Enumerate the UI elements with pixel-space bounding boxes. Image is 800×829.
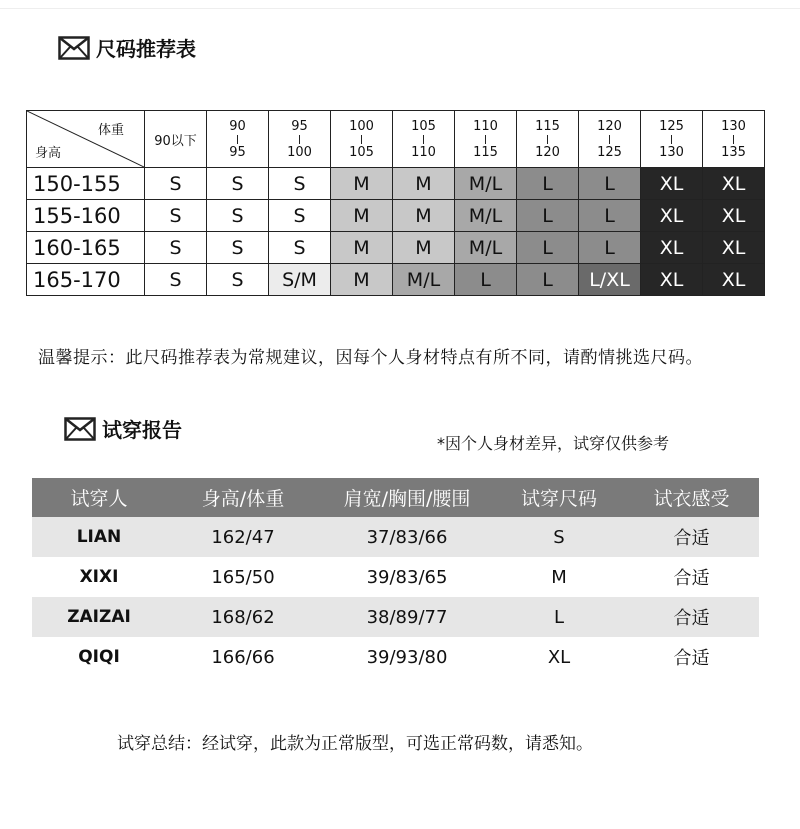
header-size: 试穿尺码 bbox=[520, 488, 597, 510]
size-cell: M bbox=[393, 232, 455, 264]
size-cell: S bbox=[145, 232, 207, 264]
weight-to: 125 bbox=[597, 144, 622, 160]
size-cell: XL bbox=[703, 264, 765, 296]
weight-to: 100 bbox=[287, 144, 312, 160]
height-weight: 166/66 bbox=[211, 646, 275, 668]
weight-from: 105 bbox=[411, 118, 436, 134]
size-cell: L bbox=[579, 232, 641, 264]
size-row bbox=[27, 168, 765, 200]
size-chart-heading bbox=[58, 33, 196, 62]
size-cell: S bbox=[207, 232, 269, 264]
size-cell: S bbox=[269, 168, 331, 200]
tried-size: S bbox=[553, 526, 565, 548]
weight-to: 105 bbox=[349, 144, 374, 160]
weight-col-9 bbox=[703, 111, 765, 168]
weight-from: 125 bbox=[659, 118, 684, 134]
size-cell: S/M bbox=[269, 264, 331, 296]
height-range-label: 165-170 bbox=[27, 264, 145, 296]
size-cell: M bbox=[393, 200, 455, 232]
size-cell: L bbox=[517, 232, 579, 264]
table-row bbox=[32, 517, 759, 557]
measurements: 37/83/66 bbox=[366, 526, 448, 548]
corner-cell bbox=[27, 111, 145, 168]
height-range-label: 155-160 bbox=[27, 200, 145, 232]
size-cell: M bbox=[331, 232, 393, 264]
height-range-label: 150-155 bbox=[27, 168, 145, 200]
weight-col-8 bbox=[641, 111, 703, 168]
fit-feel: 合适 bbox=[673, 568, 710, 589]
table-row bbox=[32, 557, 759, 597]
tester-name: ZAIZAI bbox=[67, 607, 131, 627]
weight-range-single: 90以下 bbox=[154, 133, 197, 149]
size-cell: S bbox=[269, 200, 331, 232]
fitting-table bbox=[32, 478, 759, 677]
weight-to: 110 bbox=[411, 144, 436, 160]
size-cell: XL bbox=[641, 232, 703, 264]
weight-col-2 bbox=[269, 111, 331, 168]
size-cell: M/L bbox=[393, 264, 455, 296]
weight-to: 135 bbox=[721, 144, 746, 160]
size-cell: S bbox=[269, 232, 331, 264]
weight-col-3 bbox=[331, 111, 393, 168]
header-height-weight: 身高/体重 bbox=[201, 488, 285, 510]
fitting-header-row bbox=[32, 478, 759, 517]
size-cell: M/L bbox=[455, 200, 517, 232]
size-row bbox=[27, 200, 765, 232]
size-cell: XL bbox=[703, 168, 765, 200]
weight-col-1 bbox=[207, 111, 269, 168]
weight-to: 120 bbox=[535, 144, 560, 160]
size-cell: M/L bbox=[455, 232, 517, 264]
height-weight: 165/50 bbox=[211, 566, 275, 588]
size-chart-header-row bbox=[27, 111, 765, 168]
weight-col-0 bbox=[145, 111, 207, 168]
size-cell: S bbox=[207, 264, 269, 296]
size-cell: XL bbox=[641, 200, 703, 232]
size-cell: L bbox=[517, 264, 579, 296]
tester-name: LIAN bbox=[76, 527, 122, 547]
size-cell: L bbox=[517, 168, 579, 200]
weight-to: 130 bbox=[659, 144, 684, 160]
fit-feel: 合适 bbox=[673, 648, 710, 669]
size-cell: XL bbox=[703, 200, 765, 232]
size-cell: M bbox=[331, 168, 393, 200]
header-measurements: 肩宽/胸围/腰围 bbox=[343, 488, 471, 510]
fit-feel: 合适 bbox=[673, 608, 710, 629]
weight-col-7 bbox=[579, 111, 641, 168]
header-tester: 试穿人 bbox=[70, 488, 128, 510]
size-row bbox=[27, 232, 765, 264]
weight-axis-label: 体重 bbox=[97, 123, 124, 138]
weight-to: 115 bbox=[473, 144, 498, 160]
size-cell: L bbox=[579, 168, 641, 200]
size-cell: M bbox=[393, 168, 455, 200]
weight-from: 100 bbox=[349, 118, 374, 134]
fitting-report-heading bbox=[64, 414, 182, 443]
measurements: 38/89/77 bbox=[366, 606, 448, 628]
tried-size: M bbox=[551, 566, 567, 588]
size-chart-title: 尺码推荐表 bbox=[96, 37, 196, 61]
size-cell: M bbox=[331, 264, 393, 296]
tried-size: L bbox=[553, 606, 565, 628]
table-row bbox=[32, 637, 759, 677]
size-tip-note: 温馨提示：此尺码推荐表为常规建议，因每个人身材特点有所不同，请酌情挑选尺码。 bbox=[38, 348, 703, 368]
weight-col-6 bbox=[517, 111, 579, 168]
fitting-disclaimer: *因个人身材差异，试穿仅供参考 bbox=[437, 434, 670, 453]
size-cell: S bbox=[145, 200, 207, 232]
height-weight: 162/47 bbox=[211, 526, 275, 548]
height-range-label: 160-165 bbox=[27, 232, 145, 264]
size-cell: S bbox=[145, 168, 207, 200]
fitting-summary: 试穿总结：经试穿，此款为正常版型，可选正常码数，请悉知。 bbox=[117, 734, 593, 754]
weight-col-4 bbox=[393, 111, 455, 168]
size-chart-body bbox=[27, 168, 765, 296]
size-row bbox=[27, 264, 765, 296]
weight-from: 130 bbox=[721, 118, 746, 134]
size-cell: L bbox=[455, 264, 517, 296]
size-cell: S bbox=[207, 200, 269, 232]
header-feel: 试衣感受 bbox=[653, 488, 730, 510]
height-axis-label: 身高 bbox=[35, 146, 62, 161]
weight-from: 120 bbox=[597, 118, 622, 134]
envelope-icon bbox=[58, 36, 90, 60]
weight-col-5 bbox=[455, 111, 517, 168]
size-chart-table bbox=[26, 110, 765, 296]
size-cell: M bbox=[331, 200, 393, 232]
size-cell: S bbox=[145, 264, 207, 296]
top-divider bbox=[0, 8, 800, 9]
fit-feel: 合适 bbox=[673, 528, 710, 549]
size-cell: L bbox=[517, 200, 579, 232]
height-weight: 168/62 bbox=[211, 606, 275, 628]
tester-name: QIQI bbox=[78, 647, 120, 667]
table-row bbox=[32, 597, 759, 637]
weight-from: 90 bbox=[229, 118, 246, 134]
weight-to: 95 bbox=[229, 144, 246, 160]
tried-size: XL bbox=[547, 646, 571, 668]
size-cell: XL bbox=[641, 168, 703, 200]
tester-name: XIXI bbox=[79, 567, 119, 587]
fitting-report-title: 试穿报告 bbox=[102, 418, 182, 442]
measurements: 39/83/65 bbox=[366, 566, 448, 588]
size-cell: M/L bbox=[455, 168, 517, 200]
weight-from: 110 bbox=[473, 118, 498, 134]
size-cell: XL bbox=[703, 232, 765, 264]
size-cell: L bbox=[579, 200, 641, 232]
size-cell: L/XL bbox=[579, 264, 641, 296]
weight-from: 115 bbox=[535, 118, 560, 134]
weight-from: 95 bbox=[291, 118, 308, 134]
size-cell: XL bbox=[641, 264, 703, 296]
size-cell: S bbox=[207, 168, 269, 200]
measurements: 39/93/80 bbox=[366, 646, 448, 668]
envelope-icon bbox=[64, 417, 96, 441]
